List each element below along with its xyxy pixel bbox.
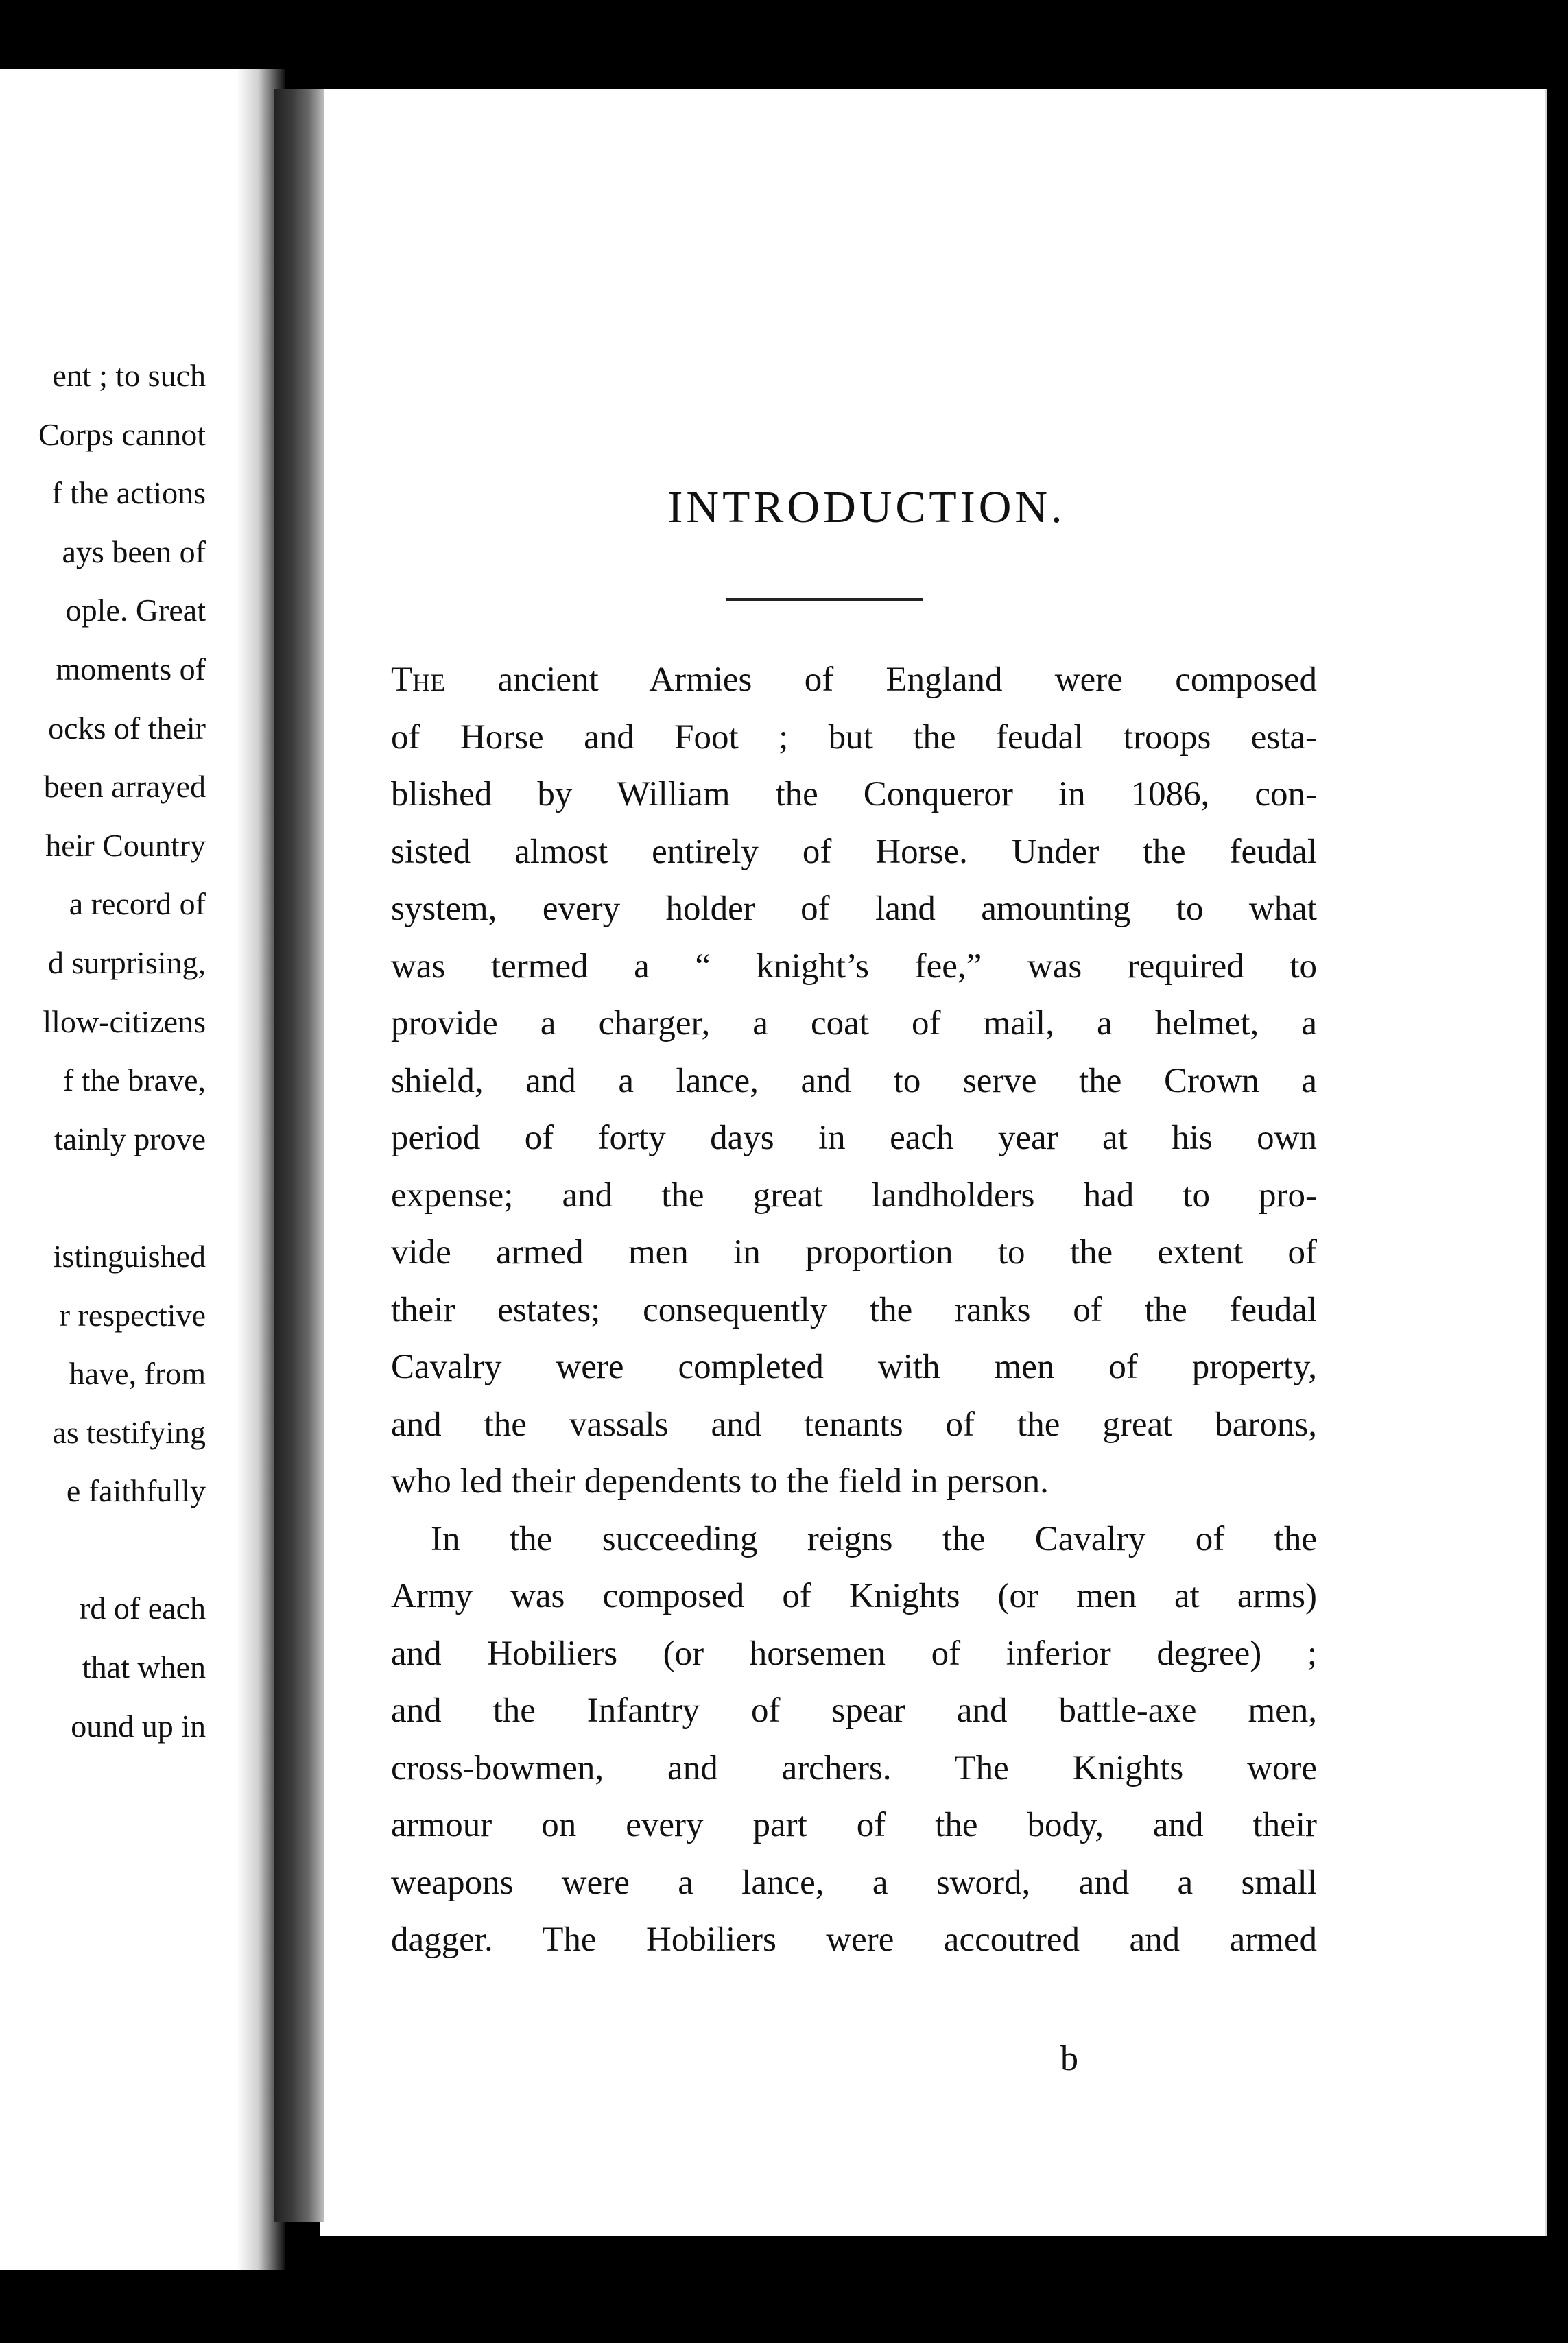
left-page-line: r respective [59,1297,206,1333]
text-line: vide armed men in proportion to the extent of [391,1233,1317,1272]
left-page-line: f the brave, [62,1062,206,1098]
text-line: their estates; consequently the ranks of the feudal [391,1290,1317,1329]
text-line: Cavalry were completed with men of property, [391,1348,1317,1386]
text-line: provide a charger, a coat of mail, a helmet, a [391,1004,1317,1043]
text-line: shield, and a lance, and to serve the Crown a [391,1061,1317,1100]
page-title: INTRODUCTION. [667,482,1066,532]
right-page [320,89,1547,2236]
left-page-line: e faithfully [66,1473,206,1509]
text-line: period of forty days in each year at his own [391,1119,1317,1157]
left-page-line: moments of [56,651,206,687]
left-page-line: d surprising, [48,944,206,980]
left-page-line: heir Country [45,827,206,863]
left-page-line: a record of [69,886,206,922]
body-text [391,652,1317,1969]
text-line: Army was composed of Knights (or men at arms) [391,1577,1317,1615]
signature-mark: b [1060,2039,1078,2078]
text-line: armour on every part of the body, and their [391,1806,1317,1844]
first-line-text: ancient Armies of England were composed [497,661,1317,699]
lead-word: The [391,661,446,699]
text-line: who led their dependents to the field in person. [391,1462,1049,1501]
left-page-text [0,346,206,1755]
text-line: system, every holder of land amounting to what [391,890,1317,928]
text-line: of Horse and Foot ; but the feudal troops esta- [391,717,1317,757]
text-line: blished by William the Conqueror in 1086, con- [391,775,1317,813]
left-page-line: Corps cannot [38,416,206,452]
text-line: weapons were a lance, a sword, and a small [391,1863,1317,1902]
text-line: cross-bowmen, and archers. The Knights wore [391,1748,1317,1787]
left-page-line: that when [82,1650,206,1685]
left-page-line: have, from [69,1356,206,1392]
text-line: and the vassals and tenants of the great barons, [391,1405,1317,1444]
text-line: dagger. The Hobiliers were accoutred and armed [391,1920,1317,1959]
left-page-line: istinguished [53,1238,206,1274]
left-page-line: tainly prove [54,1121,206,1156]
spine-shadow [274,89,324,2222]
text-line: sisted almost entirely of Horse. Under the feudal [391,832,1317,871]
text-line: In the succeeding reigns the Cavalry of the [431,1519,1317,1558]
title-divider [726,598,923,601]
text-line: and Hobiliers (or horsemen of inferior degree) ; [391,1634,1317,1673]
text-line [391,652,1317,709]
left-page-line: ent ; to such [52,358,206,393]
left-page-line: f the actions [51,475,206,511]
left-page-line: as testifying [52,1414,206,1450]
left-page-line: rd of each [80,1591,206,1626]
text-line: expense; and the great landholders had to pro- [391,1176,1317,1215]
left-page-line: ocks of their [48,710,206,746]
left-page-line: ound up in [71,1708,206,1744]
left-page-line: ople. Great [65,593,206,628]
left-page-line: llow-citizens [43,1003,206,1039]
text-line: was termed a “ knight’s fee,” was required to [391,947,1317,986]
left-page-line: ays been of [62,534,206,569]
left-page-line: been arrayed [43,769,206,805]
text-line: and the Infantry of spear and battle-axe men, [391,1691,1317,1730]
